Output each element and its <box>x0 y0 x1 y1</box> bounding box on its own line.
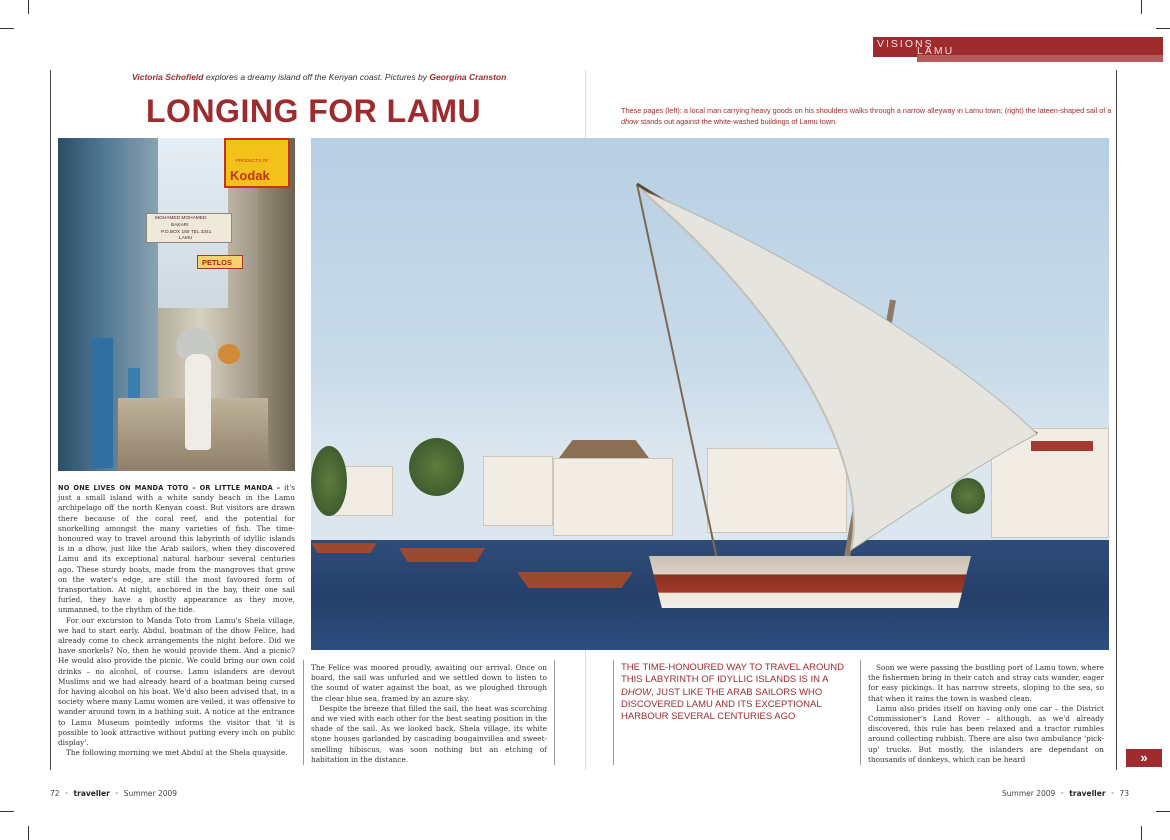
column-rule <box>554 660 555 765</box>
footer-right <box>1002 789 1129 798</box>
porter-figure <box>176 328 222 458</box>
body-paragraph: Lamu also prides itself on having only one car – the District Commissioner's Land Rover – although, as we'd already discovered, this rule has been relaxed and a tractor rumbles around collecting rubbish. There are also two ambulance 'pick-up' trucks. But mostly, the islanders are dependant on thousands of donkeys, which can be heard <box>868 703 1104 764</box>
robe <box>185 354 211 450</box>
photo-blue-door <box>91 338 113 468</box>
paragraph-text: it's just a small island with a white sandy beach in the Lamu archipelago off the north Kenyan coast. But visitors are drawn there because of the coral reef, and the potential for snorkelling amongst the many varieties of fish. The time-honoured way to travel around this labyrinth of idyllic islands is in a dhow, just like the Arab sailors, when they discovered Lamu and its exceptional natural harbour several centuries ago. These sturdy boats, made from the mangroves that grow on the water's edge, are still the most favoured form of transportation. At night, anchored in the bay, their one sail furled, they have a ghostly appearance as they move, unmanned, to the rhythm of the tide. <box>58 483 295 615</box>
photo-caption <box>621 106 1113 127</box>
column-rule <box>303 660 304 765</box>
body-paragraph: For our excursion to Manda Toto from Lamu's Shela village, we had to start early. Abdul, boatman of the dhow Felice, had already come to check arrangements the night before. Did we have snorkels? No, then he would provide them. And a picnic? He would also provide the picnic. We could bring our own cold drinks – no alcohol, of course. Lamu islanders are devout Muslims and we had already heard of a boatman being cursed for having alcohol on his boat. We'd also been advised that, in a society where many Lamu women are veiled, it was offensive to wander around town in a bathing suit. A notice at the entrance to Lamu Museum pointedly informs the visitor that 'it is possible to look attractive without putting every inch on public display'. <box>58 615 295 748</box>
body-paragraph <box>58 483 295 616</box>
pull-quote-text: THE TIME-HONOURED WAY TO TRAVEL AROUND THIS LABYRINTH OF IDYLLIC ISLANDS IS IN A <box>621 662 844 686</box>
column-rule <box>613 660 614 765</box>
crop-mark <box>0 811 14 812</box>
body-column-4 <box>868 663 1104 765</box>
column-rule-left <box>50 70 51 770</box>
photographer-name: Georgina Cranston <box>429 72 507 82</box>
caption-text-end: stands out against the white-washed buildings of Lamu town. <box>638 116 838 126</box>
article-title: LONGING FOR LAMU <box>146 93 482 129</box>
issue-date: Summer 2009 <box>1002 789 1056 798</box>
pull-quote-italic: DHOW <box>621 686 652 698</box>
body-paragraph: The Felice was moored proudly, awaiting our arrival. Once on board, the sail was unfurled and we settled down to listen to the sound of water against the boat, as we ploughed through the clear blue sea, framed by an azure sky. <box>311 663 547 703</box>
crop-mark <box>1141 0 1142 14</box>
separator-dot: • <box>1107 789 1118 798</box>
separator-dot: • <box>112 789 122 798</box>
kodak-sign <box>224 138 290 188</box>
byline-text: explores a dreamy island off the Kenyan coast. Pictures by <box>203 72 430 82</box>
shop-sign <box>146 213 232 243</box>
shop-sign-line: BAKARI <box>171 223 189 228</box>
body-column-1 <box>58 483 295 758</box>
issue-date: Summer 2009 <box>123 789 178 798</box>
body-paragraph: The following morning we met Abdul at the Shela quayside. <box>66 748 288 758</box>
crop-mark <box>28 0 29 14</box>
lead-in: NO ONE LIVES ON MANDA TOTO – OR LITTLE MANDA – <box>58 484 281 492</box>
crop-mark <box>1141 826 1142 840</box>
pull-quote <box>621 662 851 723</box>
crop-mark <box>28 826 29 840</box>
dhow-photo <box>311 138 1109 650</box>
crop-mark <box>1156 811 1170 812</box>
section-tag <box>873 37 1163 57</box>
crop-mark <box>0 28 14 29</box>
kodak-sign-top: PRODUCTS OF <box>236 158 269 163</box>
footer-left <box>50 789 177 798</box>
shop-sign-small-text: PETLOS <box>202 258 233 267</box>
body-paragraph: Despite the breeze that filled the sail, the heat was scorching and we vied with each other for the best seating position in the shade of the sail. As we looked back, Shela village, its white stone houses garlanded by cascading bougainvillea and sweet-smelling hibiscus, was soon nothing but an etching of habitation in the distance. <box>311 703 547 764</box>
byline <box>132 72 506 82</box>
body-column-2 <box>311 663 547 765</box>
caption-italic: dhow <box>621 116 639 126</box>
shop-sign-line: P.O.BOX 180 TEL 3341 <box>161 230 212 235</box>
dhow-hull <box>649 556 971 608</box>
caption-text: These pages (left): a local man carrying heavy goods on his shoulders walks through a narrow alleyway in Lamu town; (right) the lateen-shaped sail of a <box>621 106 1112 115</box>
page-number: 73 <box>1119 789 1130 798</box>
magazine-name: traveller <box>1069 789 1106 798</box>
pull-quote-text-end: , JUST LIKE THE ARAB SAILORS WHO DISCOVERED LAMU AND ITS EXCEPTIONAL HARBOUR SEVERAL CENTURIES AGO <box>621 686 823 723</box>
alley-photo <box>58 138 295 471</box>
separator-dot: • <box>1057 789 1067 798</box>
magazine-name: traveller <box>73 789 110 798</box>
body-paragraph: Soon we were passing the bustling port of Lamu town, where the fishermen bring in their catch and stray cats wander, eager for easy pickings. It has narrow streets, sloping to the sea, so that when it rains the town is washed clean. <box>868 663 1104 703</box>
section-sublabel: LAMU <box>917 45 955 57</box>
column-rule <box>860 660 861 765</box>
separator-dot: • <box>61 789 72 798</box>
shop-sign-small <box>197 255 243 269</box>
shop-sign-line: LAMU <box>179 236 193 241</box>
column-rule-right <box>1116 70 1117 770</box>
author-name: Victoria Schofield <box>132 72 204 82</box>
section-label: VISIONS <box>877 38 934 50</box>
page-number: 72 <box>50 789 60 798</box>
kodak-sign-text: Kodak <box>230 168 270 183</box>
shop-sign-line: MOHAMED MOHAMED <box>155 216 207 221</box>
crop-mark <box>1156 28 1170 29</box>
clay-pot <box>218 344 240 364</box>
continue-arrow-icon[interactable]: » <box>1126 749 1162 767</box>
